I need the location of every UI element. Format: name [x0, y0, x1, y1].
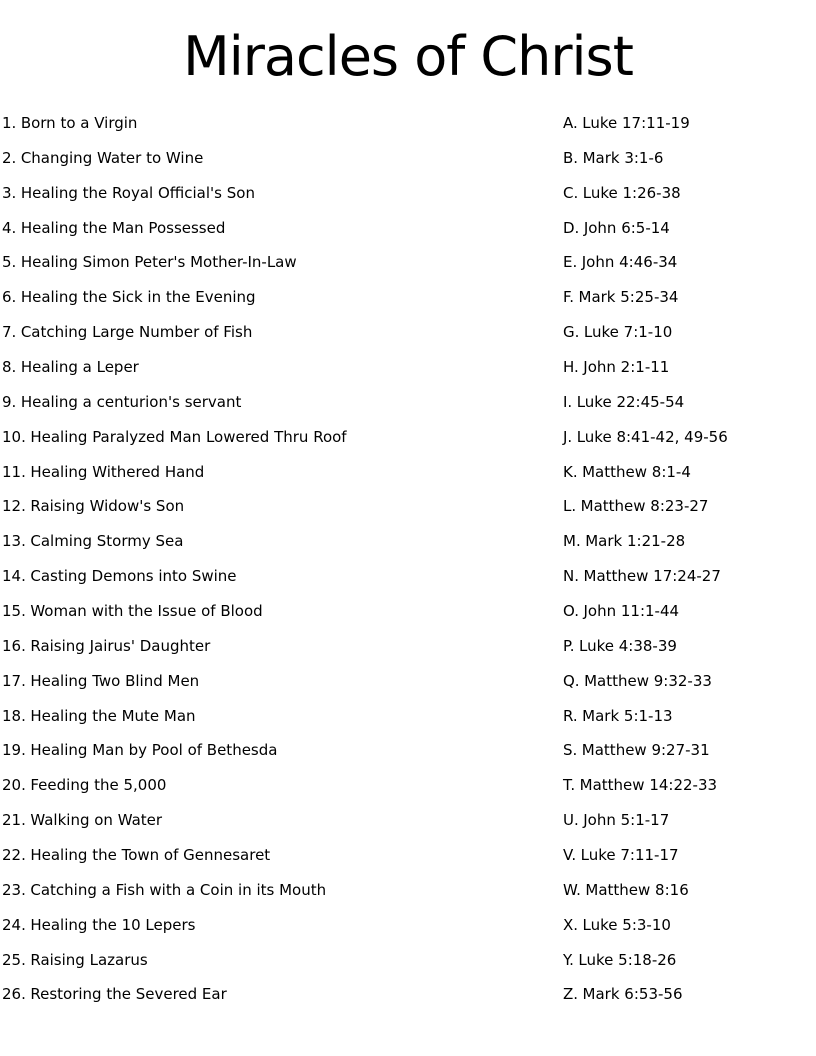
miracle-number: 11.: [2, 462, 26, 481]
miracle-label: Changing Water to Wine: [20, 148, 204, 167]
reference-label: Matthew 9:32-33: [584, 671, 712, 690]
miracle-item: [2, 358, 563, 376]
reference-label: Mark 5:1-13: [582, 706, 673, 725]
miracle-label: Healing the Man Possessed: [20, 218, 226, 237]
reference-label: Luke 8:41-42, 49-56: [576, 427, 728, 446]
worksheet-row: [2, 977, 816, 1012]
reference-letter: T.: [563, 776, 576, 795]
miracle-item: [2, 985, 563, 1003]
reference-letter: U.: [563, 811, 579, 830]
reference-item: [563, 358, 669, 376]
miracle-item: [2, 288, 563, 306]
miracle-number: 15.: [2, 601, 26, 620]
worksheet-row: [2, 140, 816, 175]
reference-item: [563, 184, 681, 202]
reference-label: Luke 5:3-10: [582, 915, 671, 934]
miracle-item: [2, 323, 563, 341]
reference-label: Matthew 8:23-27: [580, 497, 709, 516]
miracle-item: [2, 253, 563, 271]
worksheet-row: [2, 315, 816, 350]
reference-item: [563, 219, 670, 237]
worksheet-row: [2, 454, 816, 489]
reference-item: [563, 428, 728, 446]
miracle-number: 3.: [2, 183, 17, 202]
miracle-label: Raising Widow's Son: [30, 497, 185, 516]
miracle-label: Calming Stormy Sea: [30, 532, 184, 551]
miracle-item: [2, 149, 563, 167]
worksheet-row: [2, 663, 816, 698]
reference-letter: R.: [563, 706, 578, 725]
miracle-item: [2, 219, 563, 237]
reference-letter: Y.: [563, 950, 574, 969]
reference-label: Luke 1:26-38: [582, 183, 681, 202]
worksheet-row: [2, 350, 816, 385]
reference-letter: C.: [563, 183, 579, 202]
reference-letter: E.: [563, 253, 578, 272]
miracle-item: [2, 741, 563, 759]
worksheet-row: [2, 210, 816, 245]
worksheet-row: [2, 384, 816, 419]
worksheet-row: [2, 175, 816, 210]
reference-label: John 5:1-17: [583, 811, 670, 830]
reference-label: Luke 5:18-26: [578, 950, 677, 969]
reference-letter: L.: [563, 497, 577, 516]
reference-item: [563, 149, 663, 167]
miracle-item: [2, 776, 563, 794]
miracle-number: 14.: [2, 567, 26, 586]
miracle-item: [2, 707, 563, 725]
miracle-item: [2, 114, 563, 132]
miracle-item: [2, 393, 563, 411]
reference-label: Matthew 8:16: [585, 880, 689, 899]
miracle-number: 23.: [2, 880, 26, 899]
reference-item: [563, 776, 717, 794]
reference-label: Luke 22:45-54: [576, 392, 685, 411]
reference-label: John 4:46-34: [581, 253, 678, 272]
miracle-item: [2, 602, 563, 620]
reference-letter: O.: [563, 601, 579, 620]
reference-label: Luke 7:11-17: [580, 845, 679, 864]
miracle-number: 24.: [2, 915, 26, 934]
reference-label: Luke 4:38-39: [578, 636, 677, 655]
reference-label: Mark 1:21-28: [585, 532, 686, 551]
worksheet-row: [2, 942, 816, 977]
reference-letter: Q.: [563, 671, 580, 690]
reference-label: John 2:1-11: [583, 357, 670, 376]
reference-item: [563, 672, 712, 690]
miracle-number: 19.: [2, 741, 26, 760]
reference-letter: J.: [563, 427, 573, 446]
miracle-number: 20.: [2, 776, 26, 795]
reference-item: [563, 463, 691, 481]
reference-label: John 6:5-14: [583, 218, 670, 237]
miracle-label: Walking on Water: [30, 811, 163, 830]
reference-label: Luke 17:11-19: [582, 113, 690, 132]
reference-label: Matthew 8:1-4: [582, 462, 691, 481]
miracle-number: 5.: [2, 253, 17, 272]
miracle-label: Casting Demons into Swine: [30, 567, 237, 586]
reference-letter: M.: [563, 532, 581, 551]
miracle-item: [2, 463, 563, 481]
miracle-label: Raising Jairus' Daughter: [30, 636, 211, 655]
miracle-number: 2.: [2, 148, 17, 167]
miracle-number: 9.: [2, 392, 17, 411]
reference-letter: W.: [563, 880, 581, 899]
miracle-number: 22.: [2, 845, 26, 864]
reference-item: [563, 741, 710, 759]
reference-letter: F.: [563, 288, 574, 307]
worksheet-row: [2, 872, 816, 907]
reference-letter: H.: [563, 357, 579, 376]
reference-item: [563, 393, 684, 411]
reference-letter: G.: [563, 323, 580, 342]
reference-item: [563, 707, 673, 725]
reference-letter: N.: [563, 567, 579, 586]
miracle-number: 7.: [2, 323, 17, 342]
reference-label: Luke 7:1-10: [583, 323, 673, 342]
reference-item: [563, 602, 679, 620]
miracle-number: 16.: [2, 636, 26, 655]
reference-label: Mark 6:53-56: [582, 985, 683, 1004]
reference-label: Mark 5:25-34: [578, 288, 679, 307]
worksheet-row: [2, 803, 816, 838]
miracle-label: Healing a Leper: [20, 357, 139, 376]
miracle-item: [2, 811, 563, 829]
miracle-label: Healing the Mute Man: [30, 706, 196, 725]
reference-letter: A.: [563, 113, 578, 132]
miracle-item: [2, 497, 563, 515]
reference-letter: X.: [563, 915, 579, 934]
reference-item: [563, 811, 669, 829]
reference-item: [563, 985, 683, 1003]
reference-item: [563, 881, 689, 899]
miracle-number: 1.: [2, 113, 17, 132]
reference-letter: K.: [563, 462, 578, 481]
miracle-item: [2, 846, 563, 864]
miracle-label: Healing Man by Pool of Bethesda: [30, 741, 278, 760]
miracle-label: Catching a Fish with a Coin in its Mouth: [30, 880, 327, 899]
worksheet-row: [2, 907, 816, 942]
worksheet-row: [2, 628, 816, 663]
miracle-label: Feeding the 5,000: [30, 776, 167, 795]
miracle-item: [2, 916, 563, 934]
miracle-number: 26.: [2, 985, 26, 1004]
reference-label: Mark 3:1-6: [582, 148, 664, 167]
worksheet-row: [2, 524, 816, 559]
reference-label: Matthew 17:24-27: [583, 567, 721, 586]
reference-letter: P.: [563, 636, 575, 655]
miracle-item: [2, 881, 563, 899]
reference-item: [563, 532, 685, 550]
miracle-label: Healing the Sick in the Evening: [20, 288, 256, 307]
miracle-label: Healing the Royal Official's Son: [20, 183, 255, 202]
worksheet-row: [2, 106, 816, 141]
reference-item: [563, 497, 708, 515]
miracle-label: Healing Paralyzed Man Lowered Thru Roof: [30, 427, 347, 446]
miracle-number: 6.: [2, 288, 17, 307]
reference-label: John 11:1-44: [583, 601, 680, 620]
miracle-number: 18.: [2, 706, 26, 725]
miracle-label: Woman with the Issue of Blood: [30, 601, 263, 620]
worksheet-row: [2, 698, 816, 733]
miracle-number: 10.: [2, 427, 26, 446]
reference-letter: B.: [563, 148, 579, 167]
page-title: Miracles of Christ: [183, 25, 633, 88]
miracle-item: [2, 428, 563, 446]
reference-item: [563, 288, 678, 306]
miracle-label: Catching Large Number of Fish: [20, 323, 253, 342]
reference-letter: D.: [563, 218, 580, 237]
miracle-number: 8.: [2, 357, 17, 376]
miracle-item: [2, 637, 563, 655]
miracle-label: Healing Simon Peter's Mother-In-Law: [20, 253, 297, 272]
reference-letter: Z.: [563, 985, 579, 1004]
reference-item: [563, 567, 721, 585]
worksheet-row: [2, 419, 816, 454]
miracle-number: 21.: [2, 811, 26, 830]
worksheet-row: [2, 245, 816, 280]
miracle-label: Raising Lazarus: [30, 950, 148, 969]
miracle-number: 4.: [2, 218, 17, 237]
reference-item: [563, 846, 679, 864]
miracle-item: [2, 184, 563, 202]
worksheet-row: [2, 280, 816, 315]
worksheet-row: [2, 733, 816, 768]
worksheet-rows: [2, 106, 816, 1012]
reference-item: [563, 253, 677, 271]
reference-item: [563, 114, 690, 132]
worksheet-row: [2, 838, 816, 873]
miracle-label: Born to a Virgin: [20, 113, 138, 132]
reference-item: [563, 951, 676, 969]
miracle-item: [2, 567, 563, 585]
worksheet-row: [2, 559, 816, 594]
reference-item: [563, 323, 672, 341]
reference-label: Matthew 9:27-31: [581, 741, 710, 760]
miracle-item: [2, 672, 563, 690]
miracle-label: Healing Two Blind Men: [30, 671, 200, 690]
worksheet-row: [2, 594, 816, 629]
miracle-label: Restoring the Severed Ear: [30, 985, 227, 1004]
reference-item: [563, 916, 671, 934]
miracle-label: Healing the 10 Lepers: [30, 915, 196, 934]
worksheet-row: [2, 768, 816, 803]
miracle-label: Healing Withered Hand: [30, 462, 205, 481]
reference-item: [563, 637, 677, 655]
reference-letter: V.: [563, 845, 577, 864]
miracle-number: 12.: [2, 497, 26, 516]
reference-letter: S.: [563, 741, 578, 760]
miracle-number: 25.: [2, 950, 26, 969]
miracle-number: 13.: [2, 532, 26, 551]
miracle-label: Healing a centurion's servant: [20, 392, 242, 411]
reference-label: Matthew 14:22-33: [579, 776, 718, 795]
reference-letter: I.: [563, 392, 573, 411]
miracle-item: [2, 951, 563, 969]
worksheet-row: [2, 489, 816, 524]
miracle-label: Healing the Town of Gennesaret: [30, 845, 271, 864]
miracle-number: 17.: [2, 671, 26, 690]
miracle-item: [2, 532, 563, 550]
